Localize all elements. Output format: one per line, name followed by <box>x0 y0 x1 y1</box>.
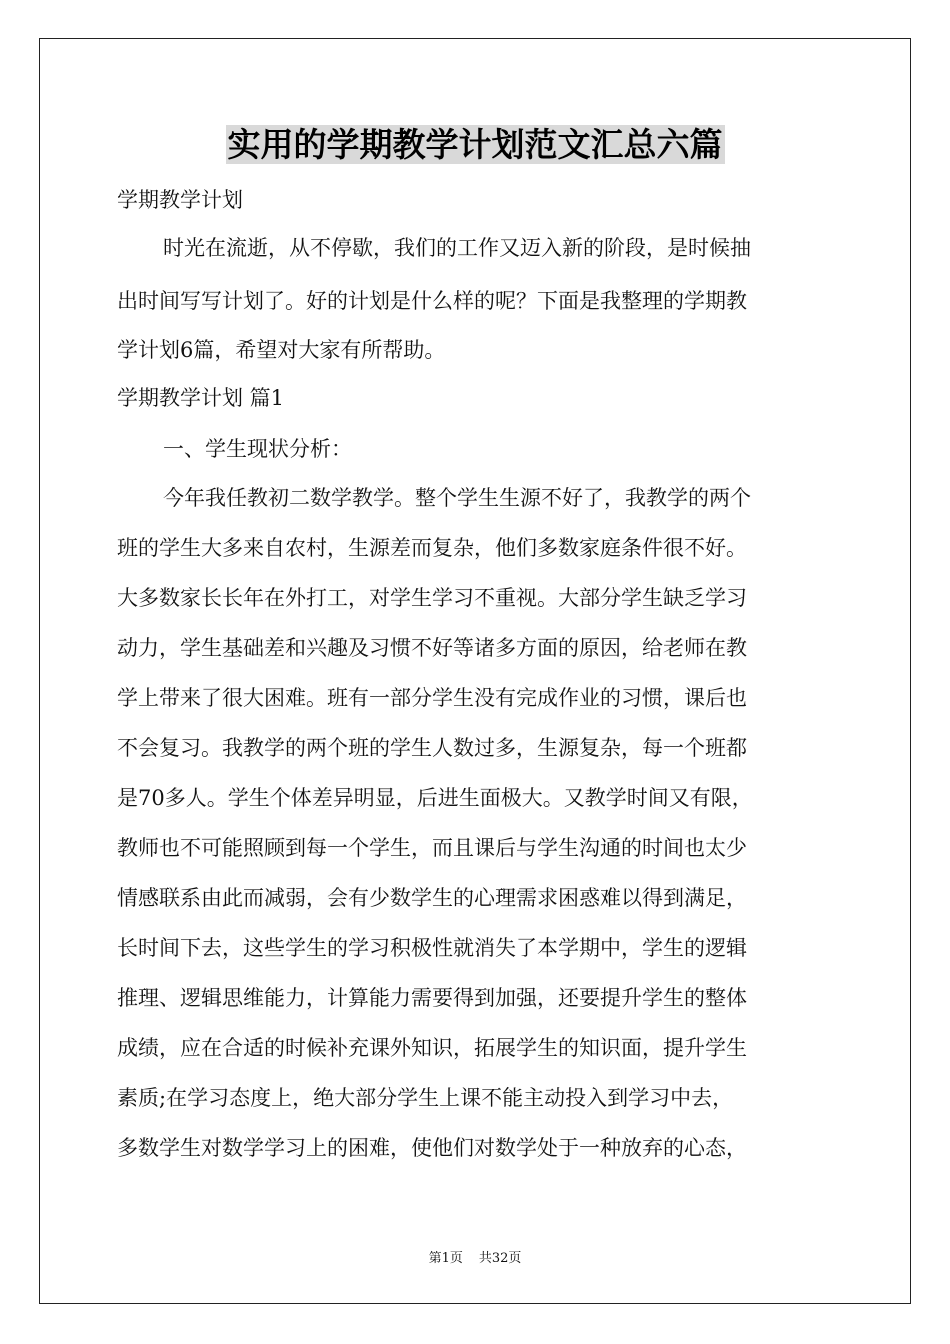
paragraph-line: 不会复习。我教学的两个班的学生人数过多，生源复杂，每一个班都 <box>117 736 747 760</box>
section-heading: 学期教学计划 <box>117 188 243 212</box>
page-total: 共32页 <box>478 1251 522 1266</box>
paragraph-line: 多数学生对数学学习上的困难，使他们对数学处于一种放弃的心态， <box>117 1136 747 1160</box>
paragraph-line: 出时间写写计划了。好的计划是什么样的呢？下面是我整理的学期教 <box>117 289 747 313</box>
paragraph-line: 学上带来了很大困难。班有一部分学生没有完成作业的习惯，课后也 <box>117 686 747 710</box>
page-frame <box>39 38 911 1304</box>
paragraph-line: 今年我任教初二数学教学。整个学生生源不好了，我教学的两个 <box>163 486 751 510</box>
page-footer <box>0 1247 950 1266</box>
paragraph-line: 学计划6篇，希望对大家有所帮助。 <box>117 338 446 362</box>
paragraph-line: 是70多人。学生个体差异明显，后进生面极大。又教学时间又有限， <box>117 786 753 810</box>
paragraph-line: 动力，学生基础差和兴趣及习惯不好等诸多方面的原因，给老师在教 <box>117 636 747 660</box>
subsection-heading: 一、学生现状分析： <box>163 437 352 461</box>
paragraph-line: 长时间下去，这些学生的学习积极性就消失了本学期中，学生的逻辑 <box>117 936 747 960</box>
paragraph-line: 大多数家长长年在外打工，对学生学习不重视。大部分学生缺乏学习 <box>117 586 747 610</box>
paragraph-line: 成绩，应在合适的时候补充课外知识，拓展学生的知识面，提升学生 <box>117 1036 747 1060</box>
paragraph-line: 教师也不可能照顾到每一个学生，而且课后与学生沟通的时间也太少 <box>117 836 747 860</box>
page-number: 第1页 <box>428 1251 463 1266</box>
paragraph-line: 时光在流逝，从不停歇，我们的工作又迈入新的阶段，是时候抽 <box>163 236 751 260</box>
paragraph-line: 推理、逻辑思维能力，计算能力需要得到加强，还要提升学生的整体 <box>117 986 747 1010</box>
document-title: 实用的学期教学计划范文汇总六篇 <box>227 125 723 164</box>
paragraph-line: 情感联系由此而减弱，会有少数学生的心理需求困惑难以得到满足， <box>117 886 747 910</box>
paragraph-line: 素质;在学习态度上，绝大部分学生上课不能主动投入到学习中去， <box>117 1086 734 1110</box>
section-heading: 学期教学计划 篇1 <box>117 386 285 410</box>
paragraph-line: 班的学生大多来自农村，生源差而复杂，他们多数家庭条件很不好。 <box>117 536 747 560</box>
